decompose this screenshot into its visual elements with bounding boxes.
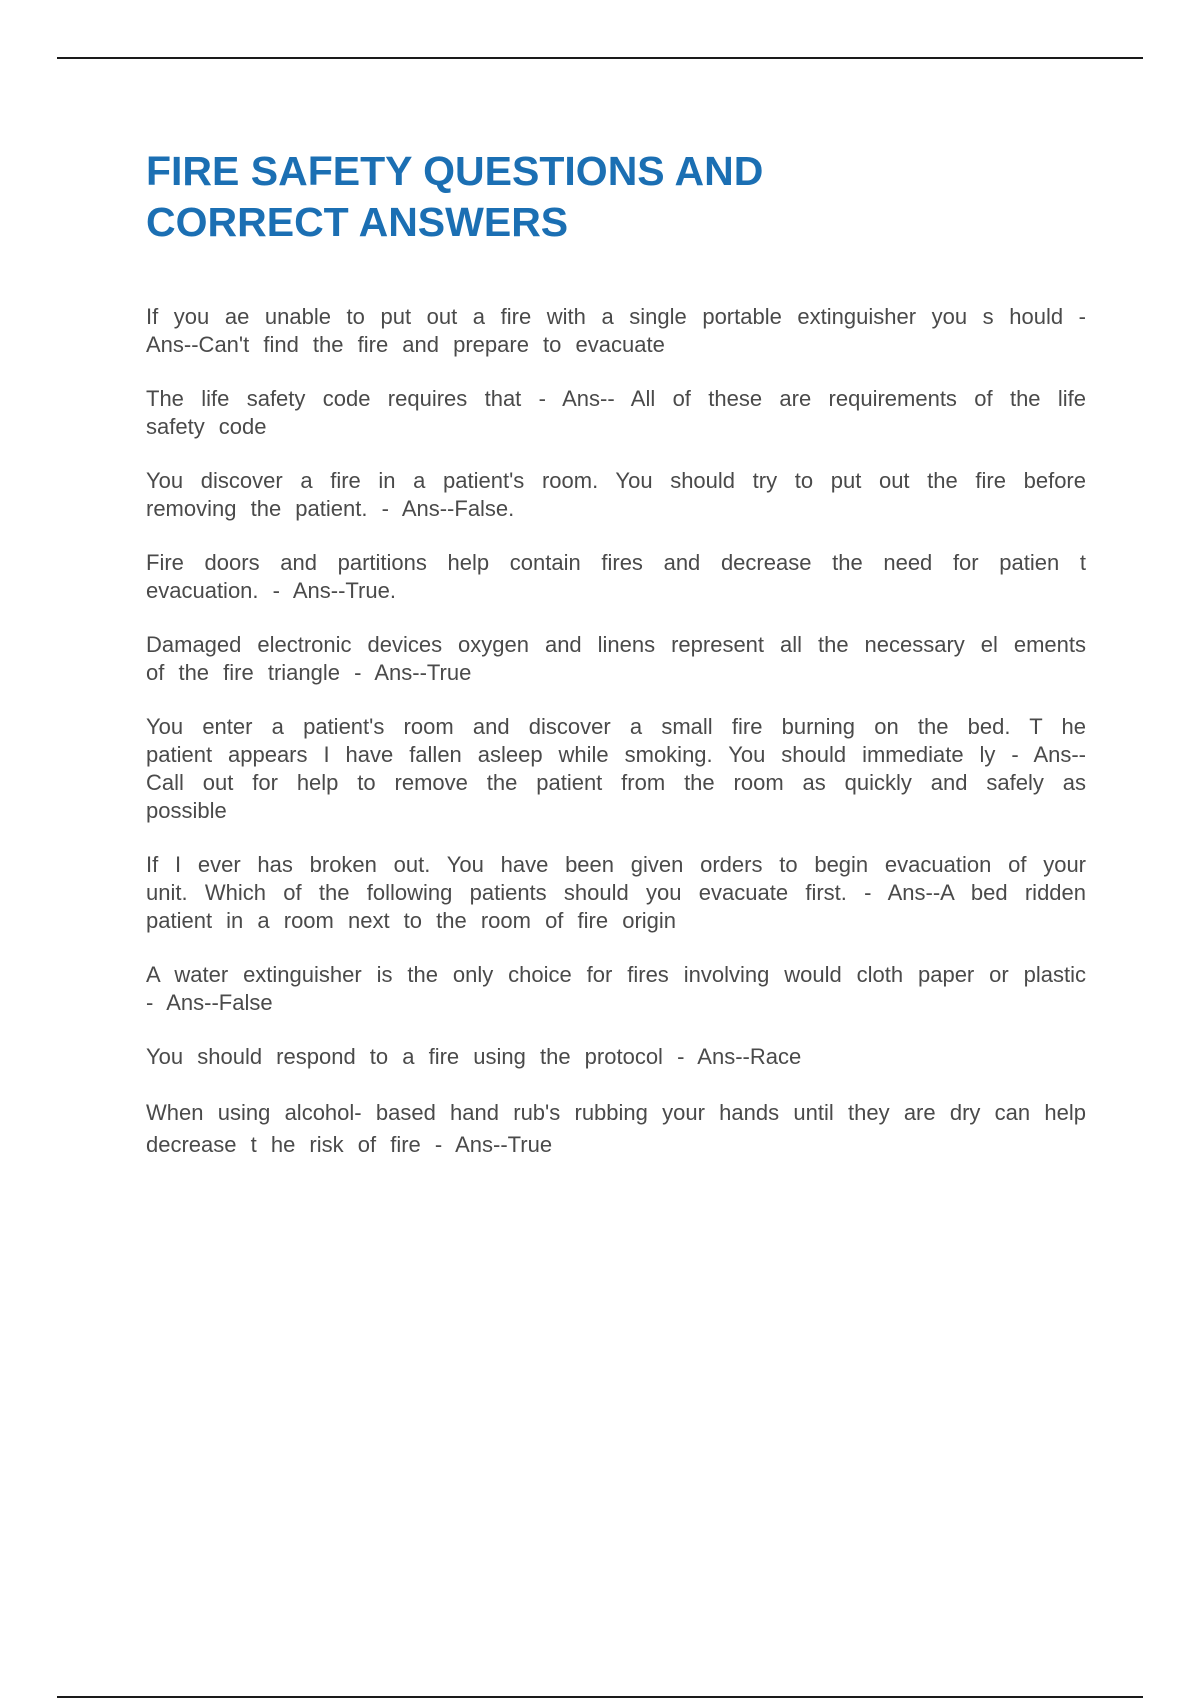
question-text: If you ae unable to put out a fire with a single portable extinguisher you s hould	[146, 304, 1064, 329]
question-text: The life safety code requires that	[146, 386, 522, 411]
answer-text: Ans--Race	[697, 1044, 802, 1069]
separator: -	[420, 1132, 456, 1157]
qa-item	[146, 851, 1086, 935]
separator: -	[846, 880, 888, 905]
qa-item	[146, 961, 1086, 1017]
footer-rule	[57, 1696, 1143, 1698]
page-title-line-1: FIRE SAFETY QUESTIONS AND	[146, 148, 764, 194]
question-text: Fire doors and partitions help contain fires and decrease the need for patien t evacuation.	[146, 550, 1086, 603]
separator: -	[146, 990, 167, 1015]
question-text: Damaged electronic devices oxygen and linens represent all the necessary el ements of the fire triangle	[146, 632, 1086, 685]
qa-item	[146, 467, 1086, 523]
separator: -	[367, 496, 402, 521]
answer-text: Ans-- Call out for help to remove the patient from the room as quickly and safely as possible	[146, 742, 1086, 823]
answer-text: Ans--Can't find the fire and prepare to evacuate	[146, 332, 665, 357]
page-title	[146, 146, 763, 248]
question-text: If I ever has broken out. You have been given orders to begin evacuation of your unit. Which of the following patients should you evacuate first.	[146, 852, 1086, 905]
separator: -	[1063, 304, 1086, 329]
qa-item	[146, 549, 1086, 605]
separator: -	[521, 386, 563, 411]
question-text: You should respond to a fire using the protocol	[146, 1044, 663, 1069]
question-text: When using alcohol- based hand rub's rubbing your hands until they are dry can help decrease t he risk of fire	[146, 1100, 1086, 1157]
separator: -	[339, 660, 375, 685]
answer-text: Ans--False	[166, 990, 273, 1015]
separator: -	[995, 742, 1034, 767]
answer-text: Ans--True	[455, 1132, 553, 1157]
page-title-line-2: CORRECT ANSWERS	[146, 199, 569, 245]
qa-item	[146, 1097, 1086, 1161]
separator: -	[662, 1044, 698, 1069]
answer-text: Ans-- All of these are requirements of the life safety code	[146, 386, 1086, 439]
question-text: You discover a fire in a patient's room. You should try to put out the fire before removing the patient.	[146, 468, 1086, 521]
qa-item	[146, 303, 1086, 359]
qa-item	[146, 713, 1086, 825]
qa-item	[146, 385, 1086, 441]
qa-item	[146, 631, 1086, 687]
question-text: A water extinguisher is the only choice for fires involving would cloth paper or plastic	[146, 962, 1086, 987]
header-rule	[57, 57, 1143, 59]
qa-item	[146, 1043, 1086, 1071]
answer-text: Ans--A bed ridden patient in a room next to the room of fire origin	[146, 880, 1087, 933]
answer-text: Ans--False.	[401, 496, 515, 521]
answer-text: Ans--True.	[292, 578, 396, 603]
separator: -	[258, 578, 293, 603]
question-text: You enter a patient's room and discover a small fire burning on the bed. T he patient appears I have fallen asleep while smoking. You should immediate ly	[146, 714, 1086, 767]
answer-text: Ans--True	[374, 660, 472, 685]
qa-list	[146, 303, 1086, 1187]
